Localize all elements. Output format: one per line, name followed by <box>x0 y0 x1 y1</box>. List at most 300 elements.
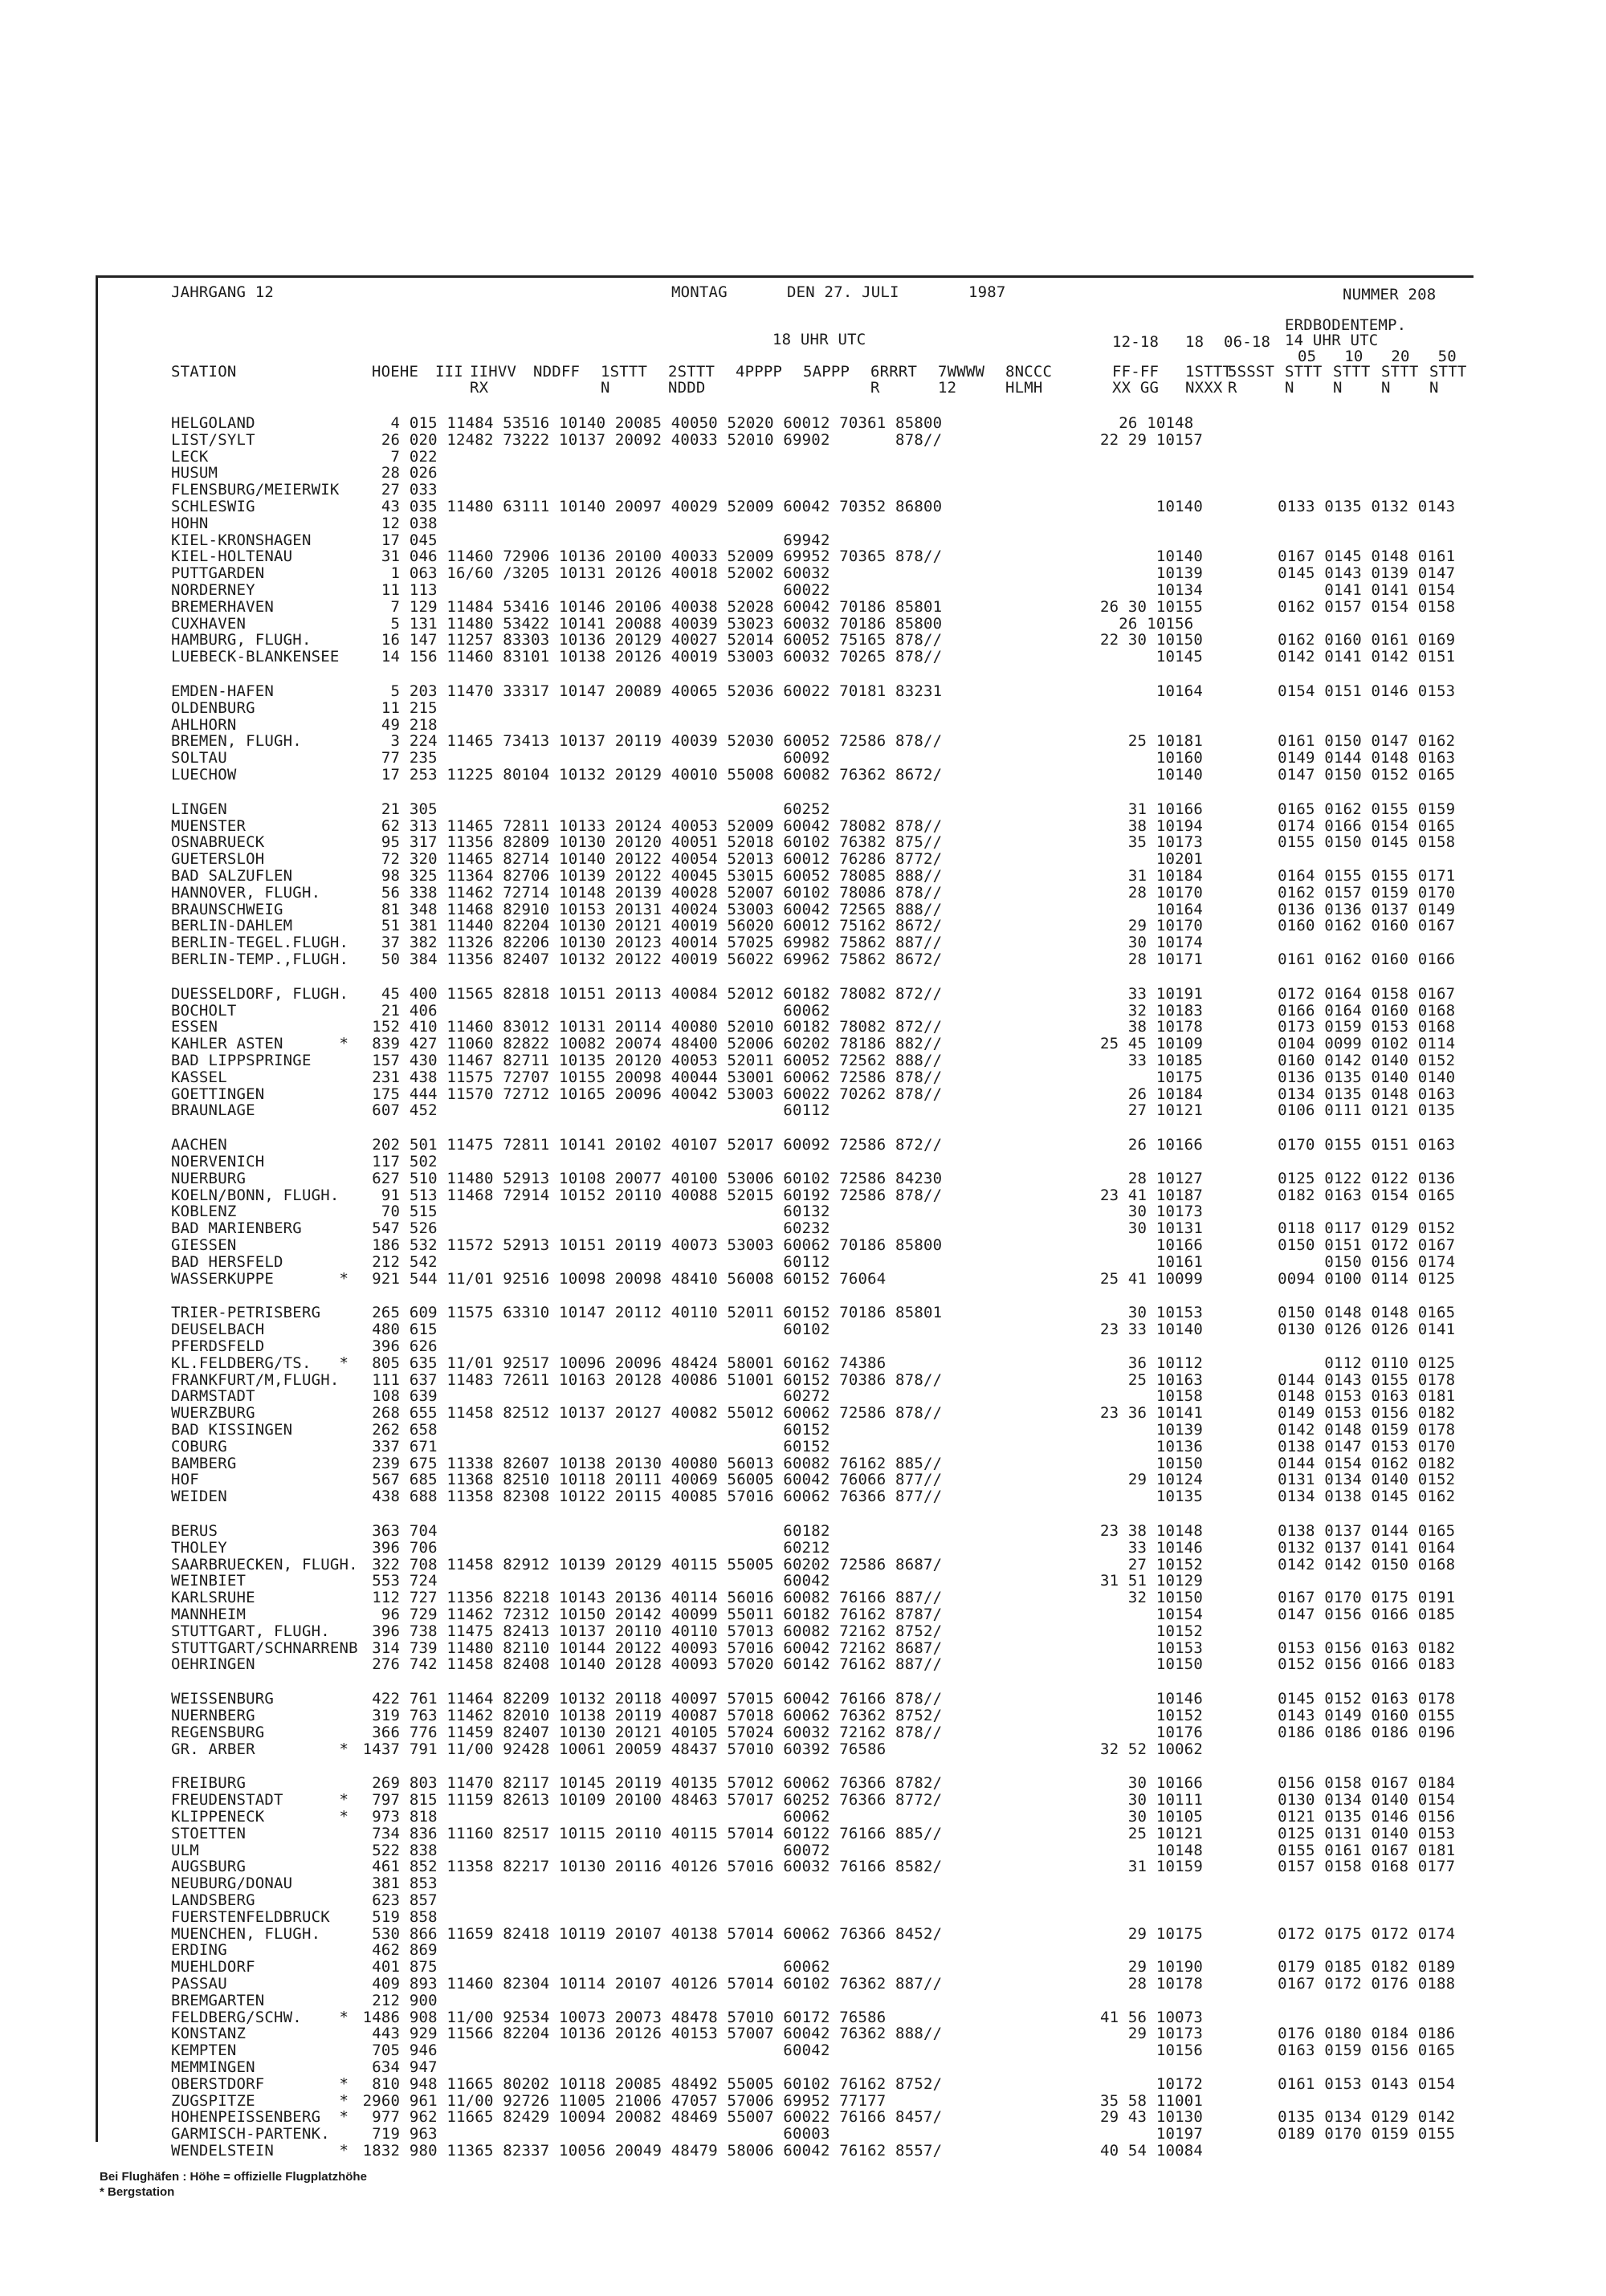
synop-values: 268 655 11458 82512 10137 20127 40082 55012 60062 72586 878// <box>353 1404 943 1423</box>
station-name: SCHLESWIG <box>171 498 255 515</box>
station-name: GOETTINGEN <box>171 1085 265 1103</box>
synop-values: 77 235 60092 <box>353 749 830 767</box>
station-name: HOHN <box>171 514 209 532</box>
extra-values: 26 10166 0170 0155 0151 0163 <box>1100 1136 1456 1154</box>
extra-values: 26 30 10155 0162 0157 0154 0158 <box>1100 597 1456 616</box>
station-name: BREMERHAVEN <box>171 597 275 616</box>
station-name: OLDENBURG <box>171 698 255 717</box>
synop-values: 108 639 60272 <box>353 1387 830 1406</box>
synop-values: 28 026 <box>353 464 438 482</box>
col-06-18: 06-18 <box>1224 333 1271 351</box>
synop-values: 1486 908 11/00 92534 10073 20073 48478 57010 60172 76586 <box>353 2008 887 2026</box>
station-name: WASSERKUPPE * <box>171 1269 349 1288</box>
column-header: XX GG <box>1112 379 1160 397</box>
synop-values: 314 739 11480 82110 10144 20122 40093 57016 60042 72162 8687/ <box>353 1639 943 1657</box>
synop-values: 152 410 11460 83012 10131 20114 40080 52010 60182 78082 872// <box>353 1018 943 1036</box>
extra-values: 23 41 10187 0182 0163 0154 0165 <box>1100 1186 1456 1204</box>
extra-values: 10152 <box>1100 1622 1204 1640</box>
synop-values: 810 948 11665 80202 10118 20085 48492 55005 60102 76162 8752/ <box>353 2074 943 2093</box>
extra-values: 25 41 10099 0094 0100 0114 0125 <box>1100 1269 1456 1288</box>
synop-values: 21 305 60252 <box>353 800 830 818</box>
station-name: MANNHEIM <box>171 1606 247 1623</box>
synop-values: 797 815 11159 82613 10109 20100 48463 57017 60252 76366 8772/ <box>353 1791 943 1810</box>
station-name: KIEL-HOLTENAU <box>171 548 293 566</box>
synop-values: 553 724 60042 <box>353 1572 830 1590</box>
extra-values: 26 10148 <box>1100 414 1194 432</box>
station-name: BAD KISSINGEN <box>171 1421 293 1439</box>
column-header: R <box>870 379 880 397</box>
extra-values: 25 10181 0161 0150 0147 0162 <box>1100 732 1456 751</box>
synop-values: 381 853 <box>353 1875 438 1893</box>
station-name: FELDBERG/SCHW. * <box>171 2008 349 2026</box>
synop-values: 522 838 60072 <box>353 1841 830 1859</box>
col-18: 18 <box>1185 333 1204 351</box>
column-header: 5SSST <box>1228 363 1275 381</box>
station-name: COBURG <box>171 1437 227 1455</box>
synop-values: 1832 980 11365 82337 10056 20049 48479 58006 60042 76162 8557/ <box>353 2142 943 2160</box>
extra-values: 40 54 10084 <box>1100 2142 1204 2160</box>
synop-values: 72 320 11465 82714 10140 20122 40054 52013 60012 76286 8772/ <box>353 850 943 869</box>
extra-values: 10197 0189 0170 0159 0155 <box>1100 2125 1456 2143</box>
station-name: STOETTEN <box>171 1824 247 1842</box>
station-name: LUECHOW <box>171 766 237 784</box>
synop-values: 31 046 11460 72906 10136 20100 40033 52009 69952 70365 878// <box>353 548 943 566</box>
station-name: KOBLENZ <box>171 1203 237 1221</box>
extra-values: 25 10163 0144 0143 0155 0178 <box>1100 1370 1456 1389</box>
synop-values: 322 708 11458 82912 10139 20129 40115 55005 60202 72586 8687/ <box>353 1555 943 1573</box>
synop-values: 363 704 60182 <box>353 1522 830 1540</box>
synop-values: 422 761 11464 82209 10132 20118 40097 57015 60042 76166 878// <box>353 1690 943 1708</box>
synop-values: 27 033 <box>353 481 438 499</box>
extra-values: 32 52 10062 <box>1100 1740 1204 1758</box>
synop-values: 17 253 11225 80104 10132 20129 40010 55008 60082 76362 8672/ <box>353 766 943 784</box>
year: 1987 <box>968 283 1006 301</box>
extra-values: 26 10156 <box>1100 614 1194 633</box>
column-header: 1STTT <box>1185 363 1233 381</box>
extra-values: 10146 0145 0152 0163 0178 <box>1100 1690 1456 1708</box>
column-header: STTT <box>1429 363 1467 381</box>
station-name: ERDING <box>171 1941 227 1960</box>
station-name: MUENSTER <box>171 816 247 835</box>
synop-values: 231 438 11575 72707 10155 20098 40044 53001 60062 72586 878// <box>353 1068 943 1086</box>
extra-values: 10139 0145 0143 0139 0147 <box>1100 564 1456 583</box>
synop-values: 202 501 11475 72811 10141 20102 40107 52017 60092 72586 872// <box>353 1136 943 1154</box>
station-name: BRAUNLAGE <box>171 1101 255 1120</box>
synop-values: 56 338 11462 72714 10148 20139 40028 52007 60102 78086 878// <box>353 883 943 902</box>
station-name: PFERDSFELD <box>171 1337 265 1355</box>
extra-values: 30 10131 0118 0117 0129 0152 <box>1100 1219 1456 1238</box>
station-name: WEISSENBURG <box>171 1690 275 1708</box>
synop-values: 26 020 12482 73222 10137 20092 40033 52010 69902 878// <box>353 430 943 449</box>
synop-values: 98 325 11364 82706 10139 20122 40045 53015 60052 78085 888// <box>353 867 943 885</box>
synop-values: 3 224 11465 73413 10137 20119 40039 52030 60052 72586 878// <box>353 732 943 751</box>
synop-values: 461 852 11358 82217 10130 20116 40126 57016 60032 76166 8582/ <box>353 1858 943 1876</box>
station-name: BAD LIPPSPRINGE <box>171 1052 312 1069</box>
synop-values: 112 727 11356 82218 10143 20136 40114 56016 60082 76166 887// <box>353 1589 943 1607</box>
extra-values: 23 33 10140 0130 0126 0126 0141 <box>1100 1321 1456 1339</box>
column-header: RX <box>470 379 489 397</box>
station-name: HUSUM <box>171 464 218 482</box>
synop-values: 921 544 11/01 92516 10098 20098 48410 56008 60152 76064 <box>353 1269 887 1288</box>
synop-values: 366 776 11459 82407 10130 20121 40105 57024 60032 72162 878// <box>353 1723 943 1741</box>
extra-values: 10150 0144 0154 0162 0182 <box>1100 1454 1456 1472</box>
station-name: STUTTGART/SCHNARRENB <box>171 1639 358 1657</box>
synop-values: 14 156 11460 83101 10138 20126 40019 53003 60032 70265 878// <box>353 648 943 666</box>
synop-values: 530 866 11659 82418 10119 20107 40138 57014 60062 76366 8452/ <box>353 1924 943 1943</box>
station-name: GIESSEN <box>171 1236 237 1254</box>
extra-values: 10164 0154 0151 0146 0153 <box>1100 682 1456 700</box>
extra-values: 29 43 10130 0135 0134 0129 0142 <box>1100 2108 1456 2127</box>
station-name: LIST/SYLT <box>171 430 255 449</box>
extra-values: 25 10121 0125 0131 0140 0153 <box>1100 1824 1456 1842</box>
synop-values: 21 406 60062 <box>353 1001 830 1020</box>
extra-values: 31 10166 0165 0162 0155 0159 <box>1100 800 1456 818</box>
synop-values: 719 963 60003 <box>353 2125 830 2143</box>
station-name: KASSEL <box>171 1068 227 1086</box>
synop-values: 1437 791 11/00 92428 10061 20059 48437 57010 60392 76586 <box>353 1740 887 1758</box>
station-name: EMDEN-HAFEN <box>171 682 275 700</box>
synop-values: 480 615 60102 <box>353 1321 830 1339</box>
extra-values: 33 10191 0172 0164 0158 0167 <box>1100 984 1456 1003</box>
station-name: WEINBIET <box>171 1572 247 1590</box>
station-name: BREMEN, FLUGH. <box>171 732 302 751</box>
extra-values: 10172 0161 0153 0143 0154 <box>1100 2074 1456 2093</box>
synop-values: 337 671 60152 <box>353 1437 830 1455</box>
synop-values: 62 313 11465 72811 10133 20124 40053 52009 60042 78082 878// <box>353 816 943 835</box>
extra-values: 23 38 10148 0138 0137 0144 0165 <box>1100 1522 1456 1540</box>
synop-values: 7 022 <box>353 447 438 466</box>
synop-values: 5 131 11480 53422 10141 20088 40039 53023 60032 70186 85800 <box>353 614 943 633</box>
extra-values: 41 56 10073 <box>1100 2008 1204 2026</box>
station-name: SOLTAU <box>171 749 227 767</box>
station-name: KARLSRUHE <box>171 1589 255 1607</box>
column-header: HLMH <box>1005 379 1043 397</box>
station-name: OEHRINGEN <box>171 1655 255 1674</box>
synop-values: 111 637 11483 72611 10163 20128 40086 51001 60152 70386 878// <box>353 1370 943 1389</box>
station-name: HELGOLAND <box>171 414 255 432</box>
station-name: BOCHOLT <box>171 1001 237 1020</box>
extra-values: 29 10173 0176 0180 0184 0186 <box>1100 2025 1456 2043</box>
column-header: STTT <box>1381 363 1419 381</box>
extra-values: 10145 0142 0141 0142 0151 <box>1100 648 1456 666</box>
extra-values: 10140 0133 0135 0132 0143 <box>1100 498 1456 515</box>
synop-values: 51 381 11440 82204 10130 20121 40019 56020 60012 75162 8672/ <box>353 917 943 935</box>
synop-values: 1 063 16/60 /3205 10131 20126 40018 52002 60032 <box>353 564 830 583</box>
column-header: 6RRRT <box>870 363 918 381</box>
synop-values: 212 542 60112 <box>353 1252 830 1271</box>
extra-values: 27 10121 0106 0111 0121 0135 <box>1100 1101 1456 1120</box>
synop-values: 567 685 11368 82510 10118 20111 40069 56005 60042 76066 877// <box>353 1471 943 1489</box>
synop-values: 623 857 <box>353 1891 438 1909</box>
station-name: MEMMINGEN <box>171 2058 255 2076</box>
station-name: BERLIN-TEGEL.FLUGH. <box>171 934 349 952</box>
station-name: KEMPTEN <box>171 2042 237 2060</box>
station-name: BAD HERSFELD <box>171 1252 283 1271</box>
extra-values: 29 10124 0131 0134 0140 0152 <box>1100 1471 1456 1489</box>
station-name: CUXHAVEN <box>171 614 247 633</box>
soil-depths: 05 10 20 50 <box>1298 348 1457 365</box>
synop-values: 519 858 <box>353 1907 438 1926</box>
station-name: FRANKFURT/M,FLUGH. <box>171 1370 340 1389</box>
station-name: OBERSTDORF * <box>171 2074 349 2093</box>
utc14-heading: 14 UHR UTC <box>1285 332 1379 349</box>
soil-temp-heading: ERDBODENTEMP. <box>1285 316 1407 334</box>
station-name: NOERVENICH <box>171 1153 265 1170</box>
column-header: III <box>435 363 463 381</box>
station-name: FLENSBURG/MEIERWIK <box>171 481 340 499</box>
extra-values: 10135 0134 0138 0145 0162 <box>1100 1488 1456 1506</box>
extra-values: 22 30 10150 0162 0160 0161 0169 <box>1100 631 1456 649</box>
synop-values: 212 900 <box>353 1991 438 2009</box>
station-name: REGENSBURG <box>171 1723 265 1741</box>
station-name: BAMBERG <box>171 1454 237 1472</box>
extra-values: 10166 0150 0151 0172 0167 <box>1100 1236 1456 1254</box>
utc18-heading: 18 UHR UTC <box>772 331 866 348</box>
synop-values: 443 929 11566 82204 10136 20126 40153 57007 60042 76362 888// <box>353 2025 943 2043</box>
column-header: 5APPP <box>803 363 850 381</box>
column-header: 1STTT <box>601 363 648 381</box>
station-name: DARMSTADT <box>171 1387 255 1406</box>
synop-values: 96 729 11462 72312 10150 20142 40099 55011 60182 76162 8787/ <box>353 1606 943 1623</box>
extra-values: 35 10173 0155 0150 0145 0158 <box>1100 833 1456 852</box>
synop-values: 12 038 <box>353 514 438 532</box>
extra-values: 30 10174 <box>1100 934 1204 952</box>
station-name: HANNOVER, FLUGH. <box>171 883 321 902</box>
station-name: STUTTGART, FLUGH. <box>171 1622 330 1640</box>
extra-values: 28 10127 0125 0122 0122 0136 <box>1100 1169 1456 1187</box>
synop-values: 269 803 11470 82117 10145 20119 40135 57012 60062 76366 8782/ <box>353 1774 943 1793</box>
extra-values: 10153 0153 0156 0163 0182 <box>1100 1639 1456 1657</box>
station-name: NUERNBERG <box>171 1707 255 1724</box>
station-name: BAD MARIENBERG <box>171 1219 302 1238</box>
synop-values: 4 015 11484 53516 10140 20085 40050 52020 60012 70361 85800 <box>353 414 943 432</box>
column-header: NDDD <box>668 379 706 397</box>
column-header: N <box>1333 379 1343 397</box>
station-name: PUTTGARDEN <box>171 564 265 583</box>
extra-values: 10175 0136 0135 0140 0140 <box>1100 1068 1456 1086</box>
synop-values: 438 688 11358 82308 10122 20115 40085 57016 60062 76366 877// <box>353 1488 943 1506</box>
station-name: LUEBECK-BLANKENSEE <box>171 648 340 666</box>
station-name: BERLIN-DAHLEM <box>171 917 293 935</box>
synop-values: 634 947 <box>353 2058 438 2076</box>
station-name: NUERBURG <box>171 1169 247 1187</box>
station-name: ULM <box>171 1841 199 1859</box>
station-name: BAD SALZUFLEN <box>171 867 293 885</box>
column-header: HOEHE <box>372 363 419 381</box>
extra-values: 36 10112 0112 0110 0125 <box>1100 1354 1456 1372</box>
synop-values: 734 836 11160 82517 10115 20110 40115 57014 60122 76166 885// <box>353 1824 943 1842</box>
extra-values: 10164 0136 0136 0137 0149 <box>1100 900 1456 918</box>
station-name: BERUS <box>171 1522 218 1540</box>
extra-values: 38 10194 0174 0166 0154 0165 <box>1100 816 1456 835</box>
station-name: FREUDENSTADT * <box>171 1791 349 1810</box>
synop-values: 16 147 11257 83303 10136 20129 40027 52014 60052 75165 878// <box>353 631 943 649</box>
station-name: BREMGARTEN <box>171 1991 265 2009</box>
synop-values: 319 763 11462 82010 10138 20119 40087 57018 60062 76362 8752/ <box>353 1707 943 1724</box>
station-name: GARMISCH-PARTENK. <box>171 2125 330 2143</box>
synop-values: 157 430 11467 82711 10135 20120 40053 52011 60052 72562 888// <box>353 1052 943 1069</box>
extra-values: 32 10183 0166 0164 0160 0168 <box>1100 1001 1456 1020</box>
synop-values: 11 113 60022 <box>353 581 830 599</box>
station-name: HAMBURG, FLUGH. <box>171 631 312 649</box>
extra-values: 29 10175 0172 0175 0172 0174 <box>1100 1924 1456 1943</box>
synop-values: 401 875 60062 <box>353 1958 830 1976</box>
extra-values: 23 36 10141 0149 0153 0156 0182 <box>1100 1404 1456 1423</box>
synop-values: 547 526 60232 <box>353 1219 830 1238</box>
station-name: AUGSBURG <box>171 1858 247 1876</box>
station-name: DUESSELDORF, FLUGH. <box>171 984 349 1003</box>
column-header: STTT <box>1333 363 1371 381</box>
column-header: N <box>1381 379 1391 397</box>
synop-values: 5 203 11470 33317 10147 20089 40065 52036 60022 70181 83231 <box>353 682 943 700</box>
extra-values: 10140 0147 0150 0152 0165 <box>1100 766 1456 784</box>
station-name: PASSAU <box>171 1975 227 1993</box>
extra-values: 25 45 10109 0104 0099 0102 0114 <box>1100 1035 1456 1053</box>
synop-values: 50 384 11356 82407 10132 20122 40019 56022 69962 75862 8672/ <box>353 951 943 968</box>
station-name: LINGEN <box>171 800 227 818</box>
extra-values: 10139 0142 0148 0159 0178 <box>1100 1421 1456 1439</box>
column-header: 12 <box>938 379 957 397</box>
extra-values: 10201 <box>1100 850 1204 869</box>
station-name: KONSTANZ <box>171 2025 247 2043</box>
station-name: AACHEN <box>171 1136 227 1154</box>
synop-values: 91 513 11468 72914 10152 20110 40088 52015 60192 72586 878// <box>353 1186 943 1204</box>
column-header: 7WWWW <box>938 363 985 381</box>
synop-values: 839 427 11060 82822 10082 20074 48400 52006 60202 78186 882// <box>353 1035 943 1053</box>
extra-values: 10156 0163 0159 0156 0165 <box>1100 2042 1456 2060</box>
date: DEN 27. JULI <box>787 283 899 301</box>
station-name: TRIER-PETRISBERG <box>171 1304 321 1322</box>
station-name: NORDERNEY <box>171 581 255 599</box>
synop-values: 462 869 <box>353 1941 438 1960</box>
station-name: HOHENPEISSENBERG * <box>171 2108 349 2127</box>
synop-values: 175 444 11570 72712 10165 20096 40042 53003 60022 70262 878// <box>353 1085 943 1103</box>
station-name: BERLIN-TEMP.,FLUGH. <box>171 951 349 968</box>
synop-values: 396 738 11475 82413 10137 20110 40110 57013 60082 72162 8752/ <box>353 1622 943 1640</box>
synop-values: 396 626 <box>353 1337 438 1355</box>
extra-values: 28 10171 0161 0162 0160 0166 <box>1100 951 1456 968</box>
synop-values: 7 129 11484 53416 10146 20106 40038 52028 60042 70186 85801 <box>353 597 943 616</box>
synop-values: 607 452 60112 <box>353 1101 830 1120</box>
station-name: GUETERSLOH <box>171 850 265 869</box>
synop-values: 117 502 <box>353 1153 438 1170</box>
extra-values: 10154 0147 0156 0166 0185 <box>1100 1606 1456 1623</box>
column-header: R <box>1228 379 1237 397</box>
station-name: THOLEY <box>171 1538 227 1557</box>
station-name: LANDSBERG <box>171 1891 255 1909</box>
extra-values: 22 29 10157 <box>1100 430 1204 449</box>
synop-values: 45 400 11565 82818 10151 20113 40084 52012 60182 78082 872// <box>353 984 943 1003</box>
extra-values: 29 10190 0179 0185 0182 0189 <box>1100 1958 1456 1976</box>
synop-values: 627 510 11480 52913 10108 20077 40100 53006 60102 72586 84230 <box>353 1169 943 1187</box>
extra-values: 10176 0186 0186 0186 0196 <box>1100 1723 1456 1741</box>
column-header: NXXX <box>1185 379 1223 397</box>
synop-values: 17 045 69942 <box>353 531 830 549</box>
column-header: N <box>1285 379 1294 397</box>
synop-values: 70 515 60132 <box>353 1203 830 1221</box>
synop-values: 805 635 11/01 92517 10096 20096 48424 58001 60162 74386 <box>353 1354 887 1372</box>
extra-values: 35 58 11001 <box>1100 2091 1204 2110</box>
synop-values: 11 215 <box>353 698 438 717</box>
extra-values: 10148 0155 0161 0167 0181 <box>1100 1841 1456 1859</box>
synop-values: 49 218 <box>353 715 438 734</box>
extra-values: 33 10185 0160 0142 0140 0152 <box>1100 1052 1456 1069</box>
station-name: KIEL-KRONSHAGEN <box>171 531 312 549</box>
column-header: FF-FF <box>1112 363 1160 381</box>
extra-values: 30 10111 0130 0134 0140 0154 <box>1100 1791 1456 1810</box>
synop-values: 265 609 11575 63310 10147 20112 40110 52011 60152 70186 85801 <box>353 1304 943 1322</box>
station-name: ESSEN <box>171 1018 218 1036</box>
weekday: MONTAG <box>671 283 728 301</box>
column-header: 8NCCC <box>1005 363 1053 381</box>
synop-values: 2960 961 11/00 92726 11005 21006 47057 57006 69952 77177 <box>353 2091 887 2110</box>
extra-values: 31 51 10129 <box>1100 1572 1204 1590</box>
column-header: NDDFF <box>533 363 581 381</box>
station-name: DEUSELBACH <box>171 1321 265 1339</box>
column-header: STTT <box>1285 363 1323 381</box>
extra-values: 28 10178 0167 0172 0176 0188 <box>1100 1975 1456 1993</box>
column-header: 4PPPP <box>736 363 783 381</box>
footnote-airports: Bei Flughäfen : Höhe = offizielle Flugplatzhöhe <box>100 2170 367 2184</box>
station-name: KOELN/BONN, FLUGH. <box>171 1186 340 1204</box>
extra-values: 31 10159 0157 0158 0168 0177 <box>1100 1858 1456 1876</box>
station-name: OSNABRUECK <box>171 833 265 852</box>
station-name: FUERSTENFELDBRUCK <box>171 1907 330 1926</box>
station-name: KL.FELDBERG/TS. * <box>171 1354 349 1372</box>
station-name: LECK <box>171 447 209 466</box>
bulletin-number: NUMMER 208 <box>1343 286 1437 303</box>
extra-values: 10161 0150 0156 0174 <box>1100 1252 1456 1271</box>
synop-values: 276 742 11458 82408 10140 20128 40093 57020 60142 76162 887// <box>353 1655 943 1674</box>
column-header: IIHVV <box>470 363 517 381</box>
extra-values: 10158 0148 0153 0163 0181 <box>1100 1387 1456 1406</box>
extra-values: 30 10153 0150 0148 0148 0165 <box>1100 1304 1456 1322</box>
station-name: FREIBURG <box>171 1774 247 1793</box>
footnote-mountain-station: * Bergstation <box>100 2185 175 2199</box>
station-name: KAHLER ASTEN * <box>171 1035 349 1053</box>
station-name: KLIPPENECK * <box>171 1808 349 1826</box>
synop-values: 95 317 11356 82809 10130 20120 40051 52018 60102 76382 875// <box>353 833 943 852</box>
station-name: WEIDEN <box>171 1488 227 1506</box>
station-name: WENDELSTEIN * <box>171 2142 349 2160</box>
synop-values: 973 818 60062 <box>353 1808 830 1826</box>
synop-values: 186 532 11572 52913 10151 20119 40073 53003 60062 70186 85800 <box>353 1236 943 1254</box>
extra-values: 38 10178 0173 0159 0153 0168 <box>1100 1018 1456 1036</box>
synop-values: 262 658 60152 <box>353 1421 830 1439</box>
extra-values: 28 10170 0162 0157 0159 0170 <box>1100 883 1456 902</box>
extra-values: 10160 0149 0144 0148 0163 <box>1100 749 1456 767</box>
extra-values: 27 10152 0142 0142 0150 0168 <box>1100 1555 1456 1573</box>
extra-values: 30 10166 0156 0158 0167 0184 <box>1100 1774 1456 1793</box>
station-name: MUEHLDORF <box>171 1958 255 1976</box>
extra-values: 32 10150 0167 0170 0175 0191 <box>1100 1589 1456 1607</box>
column-header: 2STTT <box>668 363 715 381</box>
extra-values: 10136 0138 0147 0153 0170 <box>1100 1437 1456 1455</box>
station-name: ZUGSPITZE * <box>171 2091 349 2110</box>
extra-values: 10152 0143 0149 0160 0155 <box>1100 1707 1456 1724</box>
synop-values: 43 035 11480 63111 10140 20097 40029 52009 60042 70352 86800 <box>353 498 943 515</box>
synop-values: 396 706 60212 <box>353 1538 830 1557</box>
synop-values: 239 675 11338 82607 10138 20130 40080 56013 60082 76162 885// <box>353 1454 943 1472</box>
station-name: SAARBRUECKEN, FLUGH. <box>171 1555 358 1573</box>
station-name: GR. ARBER * <box>171 1740 349 1758</box>
column-header: STATION <box>171 363 237 381</box>
station-name: HOF <box>171 1471 199 1489</box>
column-header: N <box>601 379 610 397</box>
station-name: NEUBURG/DONAU <box>171 1875 293 1893</box>
station-name: WUERZBURG <box>171 1404 255 1423</box>
extra-values: 29 10170 0160 0162 0160 0167 <box>1100 917 1456 935</box>
